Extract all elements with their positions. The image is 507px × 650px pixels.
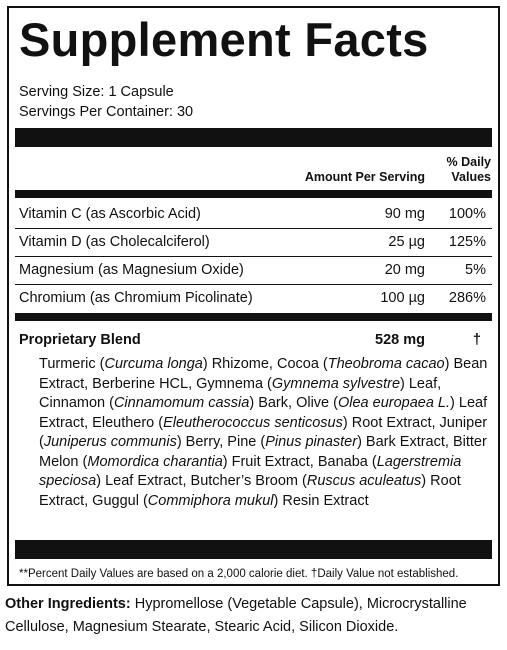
other-ingredients	[5, 593, 505, 639]
proprietary-blend-row	[15, 324, 492, 354]
nutrient-dv: 5%	[465, 262, 486, 278]
ingredient-text: ) Berry, Pine (	[176, 434, 266, 450]
nutrient-name: Magnesium (as Magnesium Oxide)	[19, 262, 244, 278]
ingredient-text: Turmeric (	[39, 356, 105, 372]
nutrient-name: Vitamin C (as Ascorbic Acid)	[19, 206, 201, 222]
botanical-name: Ruscus aculeatus	[306, 473, 422, 489]
botanical-name: Pinus pinaster	[265, 434, 358, 450]
blend-ingredients	[39, 355, 494, 511]
botanical-name: Juniperus communis	[43, 434, 177, 450]
botanical-name: Commiphora mukul	[147, 492, 274, 509]
daily-value-footnote: **Percent Daily Values are based on a 2,000 calorie diet. †Daily Value not established.	[19, 568, 459, 580]
divider-under-header	[15, 190, 492, 198]
nutrient-row	[15, 201, 492, 228]
ingredient-text: ) Bean Extract, Berberine HCL, Gymnema (	[39, 356, 488, 392]
ingredient-text: ) Root Extract, Guggul (	[39, 473, 461, 509]
other-ingredients-label: Other Ingredients:	[5, 596, 131, 612]
nutrient-dv: 125%	[448, 234, 486, 250]
botanical-name: Gymnema sylvestre	[271, 375, 401, 392]
nutrient-row	[15, 257, 492, 284]
ingredient-text: ) Bark, Olive (	[249, 395, 338, 411]
nutrient-amount: 90 mg	[384, 206, 425, 222]
ingredient-text: ) Root Extract, Juniper (	[39, 414, 488, 450]
other-ingredients-text: Hypromellose (Vegetable Capsule), Microcrystalline Cellulose, Magnesium Stearate, Stearic Acid, Silicon Dioxide.	[5, 596, 467, 635]
ingredient-text: ) Resin Extract	[273, 492, 369, 509]
nutrient-amount: 25 µg	[388, 234, 425, 250]
botanical-name: Eleutherococcus senticosus	[163, 414, 343, 431]
ingredient-text: ) Bark Extract, Bitter Melon (	[39, 434, 487, 470]
nutrient-amount: 100 µg	[380, 290, 425, 306]
botanical-name: Olea europaea L.	[337, 395, 451, 411]
servings-per-container: Servings Per Container: 30	[19, 104, 194, 120]
ingredient-text: ) Leaf Extract, Butcher’s Broom (	[96, 473, 307, 489]
botanical-name: Theobroma cacao	[327, 356, 445, 372]
blend-dagger: †	[472, 332, 481, 348]
blend-name: Proprietary Blend	[19, 332, 141, 348]
ingredient-text: ) Leaf Extract, Eleuthero (	[39, 395, 488, 431]
header-dv-line1: % Daily	[446, 155, 491, 169]
thick-divider-top	[15, 128, 492, 147]
nutrient-row	[15, 229, 492, 256]
nutrient-name: Vitamin D (as Cholecalciferol)	[19, 234, 210, 250]
supplement-facts-panel	[7, 6, 500, 586]
thick-divider-bottom	[15, 540, 492, 559]
botanical-name: Curcuma longa	[104, 356, 203, 372]
panel-title: Supplement Facts	[19, 13, 429, 66]
divider-above-blend	[15, 313, 492, 321]
ingredient-text: ) Rhizome, Cocoa (	[202, 356, 328, 372]
nutrient-name: Chromium (as Chromium Picolinate)	[19, 290, 253, 306]
nutrient-dv: 100%	[448, 206, 486, 222]
serving-size: Serving Size: 1 Capsule	[19, 84, 174, 100]
ingredient-text: ) Fruit Extract, Banaba (	[222, 453, 377, 470]
nutrient-amount: 20 mg	[384, 262, 425, 278]
nutrient-row	[15, 285, 492, 312]
header-amount-per-serving: Amount Per Serving	[304, 170, 425, 184]
botanical-name: Cinnamomum cassia	[113, 395, 250, 411]
header-daily-values	[447, 155, 491, 185]
botanical-name: Momordica charantia	[87, 453, 223, 470]
blend-amount: 528 mg	[375, 332, 425, 348]
header-dv-line2: Values	[451, 170, 491, 184]
ingredient-text: ) Leaf, Cinnamon (	[39, 375, 442, 411]
botanical-name: Lagerstremia speciosa	[39, 453, 462, 489]
nutrient-dv: 286%	[448, 290, 486, 306]
